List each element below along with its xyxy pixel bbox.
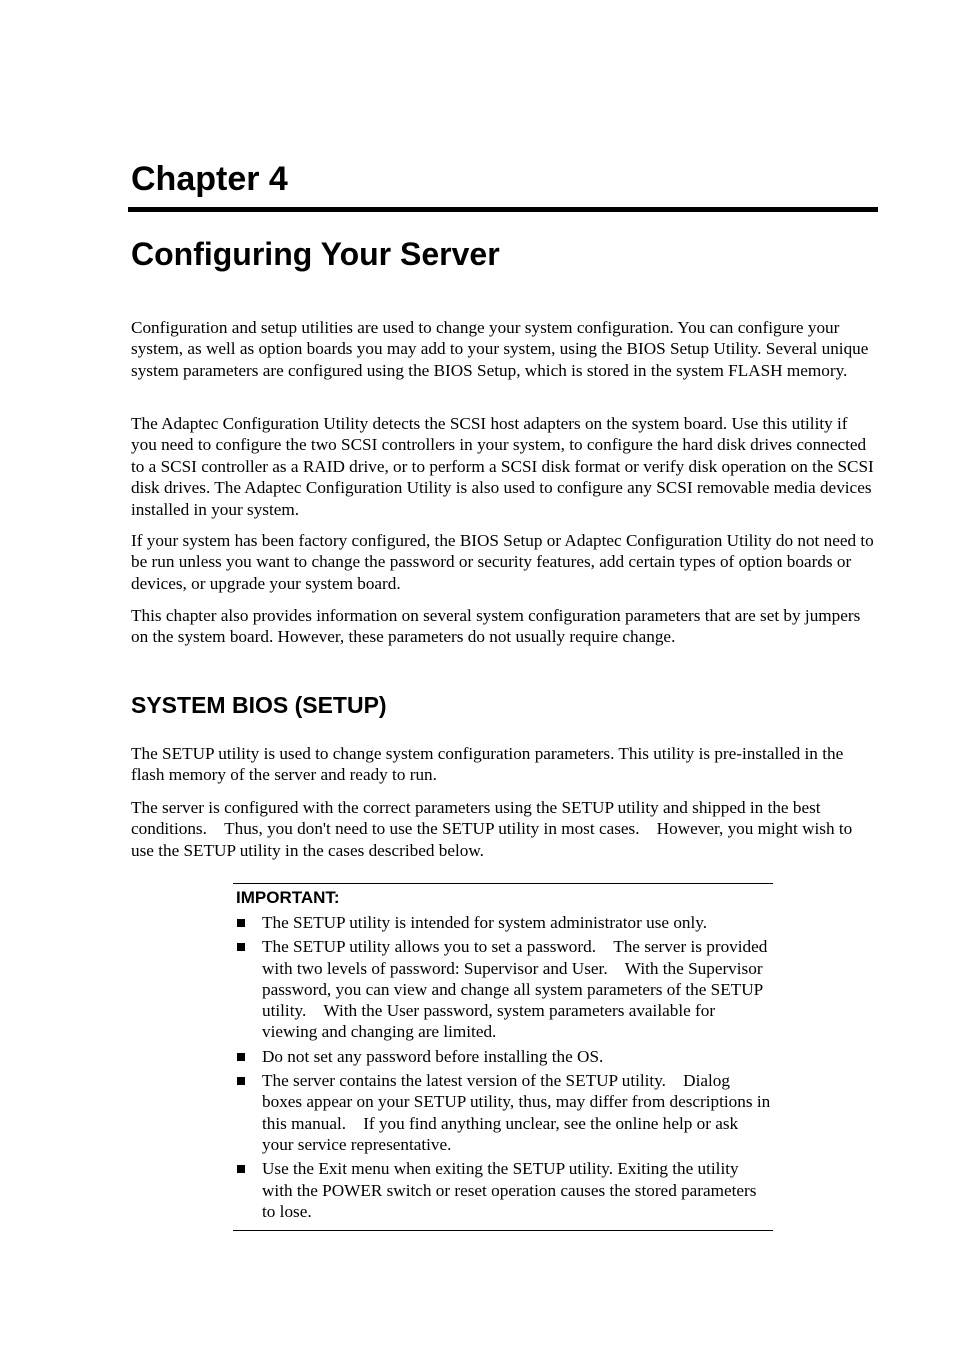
section-title: SYSTEM BIOS (SETUP) [131, 692, 387, 718]
chapter-title: Configuring Your Server [131, 236, 500, 272]
list-item-text: Do not set any password before installing the OS. [262, 1046, 604, 1066]
intro-paragraph-4: This chapter also provides information on several system configuration parameters that are set by jumpers on the system board. However, these parameters do not usually require change. [131, 606, 861, 647]
square-bullet-icon [237, 1077, 245, 1085]
chapter-divider [128, 207, 878, 212]
section-paragraph-1: The SETUP utility is used to change system configuration parameters. This utility is pre-installed in the flash memory of the server and ready to run. [131, 744, 844, 785]
list-item-text: The server contains the latest version of the SETUP utility. Dialog boxes appear on your SETUP utility, thus, may differ from descriptions in this manual. If you find anything unclear, see the online help or ask your service representative. [262, 1071, 771, 1154]
chapter-label: Chapter 4 [131, 160, 288, 198]
important-heading: IMPORTANT: [236, 888, 340, 907]
square-bullet-icon [237, 943, 245, 951]
square-bullet-icon [237, 1165, 245, 1173]
intro-paragraph-1: Configuration and setup utilities are used to change your system configuration. You can configure your system, as well as option boards you may add to your system, using the BIOS Setup Utility. Several unique system parameters are configured using the BIOS Setup, which is stored in the system FLASH memory. [131, 318, 869, 380]
section-paragraph-2: The server is configured with the correct parameters using the SETUP utility and shipped in the best conditions. Thus, you don't need to use the SETUP utility in most cases. However, you might wish to use the SETUP utility in the cases described below. [131, 798, 853, 860]
list-item [233, 1158, 773, 1222]
important-list [233, 912, 773, 1225]
intro-paragraph-2: The Adaptec Configuration Utility detects the SCSI host adapters on the system board. Use this utility if you need to configure the two SCSI controllers in your system, to configure the hard disk drives connected to a SCSI controller as a RAID drive, or to perform a SCSI disk format or verify disk operation on the SCSI disk drives. The Adaptec Configuration Utility is also used to configure any SCSI removable media devices installed in your system. [131, 414, 874, 519]
intro-paragraph-3: If your system has been factory configured, the BIOS Setup or Adaptec Configuration Utility do not need to be run unless you want to change the password or security features, add certain types of option boards or devices, or upgrade your system board. [131, 531, 874, 593]
list-item-text: The SETUP utility allows you to set a password. The server is provided with two levels of password: Supervisor and User. With the Supervisor password, you can view and change all system parameters of the SETUP utility. With the User password, system parameters available for viewing and changing are limited. [262, 937, 768, 1042]
important-notice [233, 883, 773, 1231]
square-bullet-icon [237, 919, 245, 927]
square-bullet-icon [237, 1053, 245, 1061]
list-item-text: The SETUP utility is intended for system administrator use only. [262, 913, 708, 932]
list-item [233, 1046, 773, 1067]
list-item [233, 936, 773, 1042]
list-item-text: Use the Exit menu when exiting the SETUP utility. Exiting the utility with the POWER switch or reset operation causes the stored parameters to lose. [262, 1159, 757, 1221]
list-item [233, 912, 773, 933]
list-item [233, 1070, 773, 1155]
